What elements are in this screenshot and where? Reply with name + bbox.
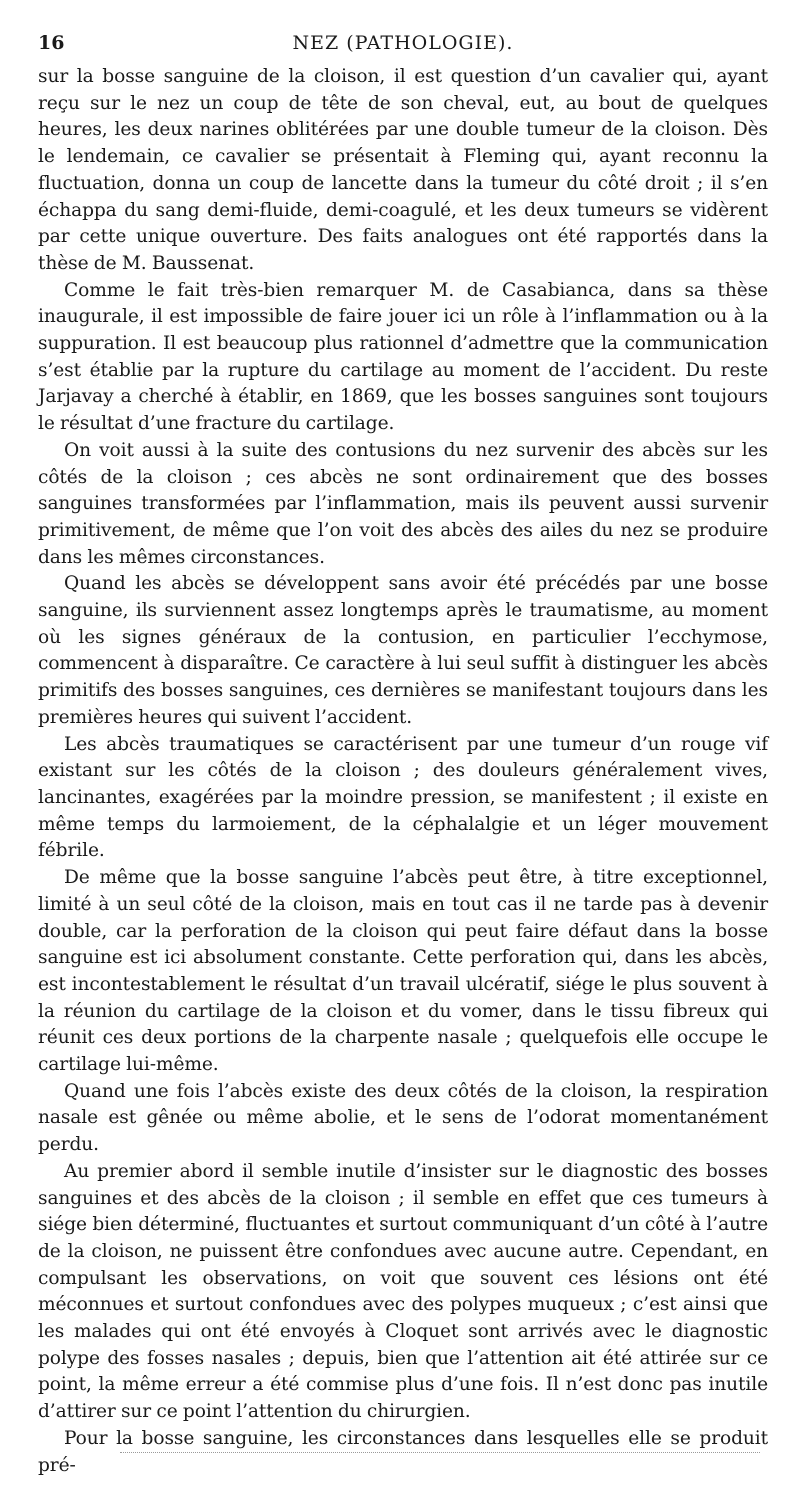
paragraph-2: Comme le fait très-bien remarquer M. de Casabianca, dans sa thèse inaugurale, il est impossible de faire jouer ici un rôle à l’inflammation ou à la suppuration. Il est beaucoup plus rationnel d’admettre que la communication s’est établie par la rupture du cartilage au moment de l’accident. Du reste Jarjavay a cherché à établir, en 1869, que les bosses sanguines sont toujours le résultat d’une fracture du cartilage.	[38, 279, 768, 435]
paragraph-7: Quand une fois l’abcès existe des deux côtés de la cloison, la respiration nasale est gênée ou même abolie, et le sens de l’odorat momentanément perdu.	[38, 1080, 768, 1156]
paragraph-9: Pour la bosse sanguine, les circonstances dans lesquelles elle se produit pré-	[38, 1427, 768, 1476]
page-number: 16	[38, 32, 65, 54]
paragraph-5: Les abcès traumatiques se caractérisent par une tumeur d’un rouge vif existant sur les côtés de la cloison ; des douleurs généralement vives, lancinantes, exagérées par la moindre pression, se manifestent ; il existe en même temps du larmoiement, de la céphalalgie et un léger mouvement fébrile.	[38, 733, 768, 862]
running-head	[38, 26, 768, 60]
footer-rule	[120, 1452, 760, 1453]
paragraph-6: De même que la bosse sanguine l’abcès peut être, à titre exceptionnel, limité à un seul côté de la cloison, mais en tout cas il ne tarde pas à devenir double, car la perforation de la cloison qui peut faire défaut dans la bosse sanguine est ici absolument constante. Cette perforation qui, dans les abcès, est incontestablement le résultat d’un travail ulcératif, siége le plus souvent à la réunion du cartilage de la cloison et du vomer, dans le tissu fibreux qui réunit ces deux portions de la charpente nasale ; quelquefois elle occupe le cartilage lui-même.	[38, 867, 768, 1076]
book-page	[38, 26, 768, 1479]
paragraph-8: Au premier abord il semble inutile d’insister sur le diagnostic des bosses sanguines et des abcès de la cloison ; il semble en effet que ces tumeurs à siége bien déterminé, fluctuantes et surtout communiquant d’un côté à l’autre de la cloison, ne puissent être confondues avec aucune autre. Cependant, en compulsant les observations, on voit que souvent ces lésions ont été méconnues et surtout confondues avec des polypes muqueux ; c’est ainsi que les malades qui ont été envoyés à Cloquet sont arrivés avec le diagnostic polype des fosses nasales ; depuis, bien que l’attention ait été attirée sur ce point, la même erreur a été commise plus d’une fois. Il n’est donc pas inutile d’attirer sur ce point l’attention du chirurgien.	[38, 1160, 768, 1423]
body-text	[38, 64, 768, 1479]
paragraph-3: On voit aussi à la suite des contusions du nez survenir des abcès sur les côtés de la cloison ; ces abcès ne sont ordinairement que des bosses sanguines transformées par l’inflammation, mais ils peuvent aussi survenir primitivement, de même que l’on voit des abcès des ailes du nez se produire dans les mêmes circonstances.	[38, 439, 768, 568]
running-head-title: NEZ (PATHOLOGIE).	[292, 32, 514, 54]
paragraph-1: sur la bosse sanguine de la cloison, il est question d’un cavalier qui, ayant reçu sur le nez un coup de tête de son cheval, eut, au bout de quelques heures, les deux narines oblitérées par une double tumeur de la cloison. Dès le lendemain, ce cavalier se présentait à Fleming qui, ayant reconnu la fluctuation, donna un coup de lancette dans la tumeur du côté droit ; il s’en échappa du sang demi-fluide, demi-coagulé, et les deux tumeurs se vidèrent par cette unique ouverture. Des faits analogues ont été rapportés dans la thèse de M. Baussenat.	[38, 66, 768, 274]
paragraph-4: Quand les abcès se développent sans avoir été précédés par une bosse sanguine, ils surviennent assez longtemps après le traumatisme, au moment où les signes généraux de la contusion, en particulier l’ecchymose, commencent à disparaître. Ce caractère à lui seul suffit à distinguer les abcès primitifs des bosses sanguines, ces dernières se manifestant toujours dans les premières heures qui suivent l’accident.	[38, 573, 768, 728]
